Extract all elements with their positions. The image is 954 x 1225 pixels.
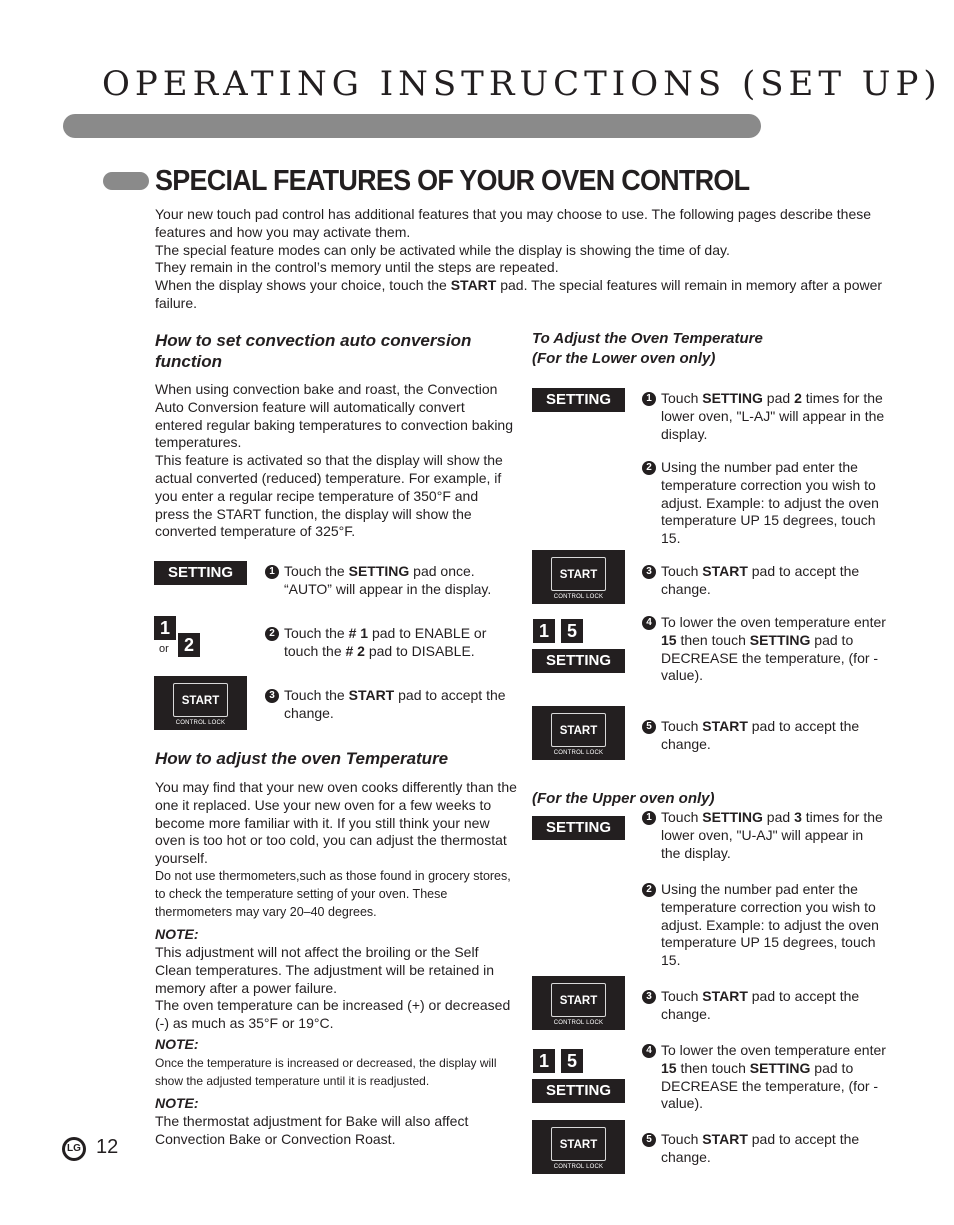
start-key-label: START bbox=[551, 713, 606, 747]
number-key-2[interactable]: 2 bbox=[178, 633, 200, 657]
start-key-label: START bbox=[551, 1127, 606, 1161]
adjust-body-1: You may find that your new oven cooks differently than the one it replaced. Use your new oven for a few weeks to become more familiar with it. If you still think your new oven is too hot or too cold, you can adjust the thermostat yourself. bbox=[155, 779, 517, 867]
intro-paragraph: When the display shows your choice, touch the START pad. The special features will remain in memory after a power failure. bbox=[155, 277, 883, 311]
convection-step-1-text: Touch the SETTING pad once. “AUTO” will appear in the display. bbox=[284, 563, 492, 597]
section-title: SPECIAL FEATURES OF YOUR OVEN CONTROL bbox=[155, 165, 750, 197]
convection-body-2: This feature is activated so that the display will show the actual converted (reduced) temperature. For example, if you enter a regular recipe temperature of 350°F and press the START function, the display will show the converted temperature of 325°F. bbox=[155, 452, 503, 540]
adjust-body-2: Do not use thermometers,such as those found in grocery stores, to check the temperature setting of your oven. These thermometers may vary 20–40 degrees. bbox=[155, 869, 511, 919]
section-title-pill bbox=[103, 172, 149, 190]
note-label: NOTE: bbox=[155, 926, 199, 942]
page-header-title: OPERATING INSTRUCTIONS (SET UP) bbox=[102, 64, 942, 104]
step-badge-3: 3 bbox=[265, 689, 279, 703]
step-badge-1: 1 bbox=[642, 392, 656, 406]
step-badge-5: 5 bbox=[642, 720, 656, 734]
start-key-label: START bbox=[551, 557, 606, 591]
upper-step-3-text: Touch START pad to accept the change. bbox=[661, 988, 860, 1022]
setting-key[interactable]: SETTING bbox=[532, 649, 625, 673]
page-number: 12 bbox=[96, 1136, 119, 1158]
start-key[interactable] bbox=[532, 706, 625, 760]
lg-logo-text: LG bbox=[65, 1140, 83, 1158]
setting-key[interactable]: SETTING bbox=[532, 1079, 625, 1103]
step-badge-5: 5 bbox=[642, 1133, 656, 1147]
step-badge-2: 2 bbox=[642, 883, 656, 897]
control-lock-label: CONTROL LOCK bbox=[175, 720, 226, 726]
note-2: Once the temperature is increased or decreased, the display will show the adjusted temperature until it is readjusted. bbox=[155, 1056, 497, 1088]
setting-key[interactable]: SETTING bbox=[532, 816, 625, 840]
lower-step-4-text: To lower the oven temperature enter 15 then touch SETTING pad to DECREASE the temperature, (for - value). bbox=[661, 614, 886, 684]
note-1-text-b: The oven temperature can be increased (+) or decreased (-) as much as 35°F or 19°C. bbox=[155, 997, 511, 1032]
lower-step-2-text: Using the number pad enter the temperature correction you wish to adjust. Example: to adjust the oven temperature UP 15 degrees, touch 15. bbox=[661, 459, 879, 547]
note-3: The thermostat adjustment for Bake will also affect Convection Bake or Convection Roast. bbox=[155, 1113, 469, 1147]
lower-step-1-text: Touch SETTING pad 2 times for the lower oven, "L-AJ" will appear in the display. bbox=[661, 390, 885, 442]
note-1-text-a: This adjustment will not affect the broiling or the Self Clean temperatures. The adjustment will be retained in memory after a power failure. bbox=[155, 944, 495, 996]
start-key-label: START bbox=[551, 983, 606, 1017]
upper-step-4-text: To lower the oven temperature enter 15 then touch SETTING pad to DECREASE the temperature, (for - value). bbox=[661, 1042, 886, 1112]
start-key-label: START bbox=[173, 683, 228, 717]
setting-key[interactable]: SETTING bbox=[154, 561, 247, 585]
step-badge-4: 4 bbox=[642, 616, 656, 630]
number-key-1[interactable]: 1 bbox=[533, 619, 555, 643]
note-1 bbox=[155, 944, 517, 1033]
intro-paragraph: Your new touch pad control has additional features that you may choose to use. The following pages describe these features and how you may activate them. bbox=[155, 206, 872, 240]
upper-step-2-text: Using the number pad enter the temperature correction you wish to adjust. Example: to adjust the oven temperature UP 15 degrees, touch 15. bbox=[661, 881, 879, 969]
convection-step-3-text: Touch the START pad to accept the change. bbox=[284, 687, 506, 721]
lower-step-3-text: Touch START pad to accept the change. bbox=[661, 563, 860, 597]
intro-paragraph: They remain in the control’s memory until the steps are repeated. bbox=[155, 259, 559, 276]
number-key-5[interactable]: 5 bbox=[561, 1049, 583, 1073]
step-badge-3: 3 bbox=[642, 565, 656, 579]
step-badge-1: 1 bbox=[265, 565, 279, 579]
step-badge-4: 4 bbox=[642, 1044, 656, 1058]
header-bar bbox=[63, 114, 761, 138]
lower-oven-heading bbox=[532, 329, 892, 369]
start-key[interactable] bbox=[532, 1120, 625, 1174]
lower-step-5-text: Touch START pad to accept the change. bbox=[661, 718, 860, 752]
number-key-1[interactable]: 1 bbox=[533, 1049, 555, 1073]
number-key-1[interactable]: 1 bbox=[154, 616, 176, 640]
control-lock-label: CONTROL LOCK bbox=[553, 1164, 604, 1170]
intro-text bbox=[155, 206, 900, 313]
step-badge-1: 1 bbox=[642, 811, 656, 825]
start-key[interactable] bbox=[532, 976, 625, 1030]
lg-logo-icon bbox=[62, 1137, 86, 1161]
start-key[interactable] bbox=[532, 550, 625, 604]
start-key[interactable] bbox=[154, 676, 247, 730]
lower-oven-heading-2: (For the Lower oven only) bbox=[532, 350, 716, 367]
note-label: NOTE: bbox=[155, 1095, 199, 1111]
step-badge-2: 2 bbox=[265, 627, 279, 641]
upper-step-1-text: Touch SETTING pad 3 times for the lower oven, "U-AJ" will appear in the display. bbox=[661, 809, 883, 861]
number-key-5[interactable]: 5 bbox=[561, 619, 583, 643]
or-label: or bbox=[159, 643, 169, 655]
control-lock-label: CONTROL LOCK bbox=[553, 1020, 604, 1026]
setting-key[interactable]: SETTING bbox=[532, 388, 625, 412]
convection-heading: How to set convection auto conversion function bbox=[155, 331, 472, 371]
control-lock-label: CONTROL LOCK bbox=[553, 750, 604, 756]
convection-step-2-text: Touch the # 1 pad to ENABLE or touch the # 2 pad to DISABLE. bbox=[284, 625, 487, 659]
note-label: NOTE: bbox=[155, 1036, 199, 1052]
lower-oven-heading-1: To Adjust the Oven Temperature bbox=[532, 330, 763, 347]
step-badge-2: 2 bbox=[642, 461, 656, 475]
upper-oven-heading: (For the Upper oven only) bbox=[532, 790, 715, 807]
intro-paragraph: The special feature modes can only be activated while the display is showing the time of day. bbox=[155, 241, 730, 258]
convection-body bbox=[155, 381, 515, 541]
upper-step-5-text: Touch START pad to accept the change. bbox=[661, 1131, 860, 1165]
adjust-heading: How to adjust the oven Temperature bbox=[155, 749, 449, 768]
control-lock-label: CONTROL LOCK bbox=[553, 594, 604, 600]
convection-body-1: When using convection bake and roast, the Convection Auto Conversion feature will automatically convert entered regular baking temperatures to convection baking temperatures. bbox=[155, 381, 513, 451]
step-badge-3: 3 bbox=[642, 990, 656, 1004]
